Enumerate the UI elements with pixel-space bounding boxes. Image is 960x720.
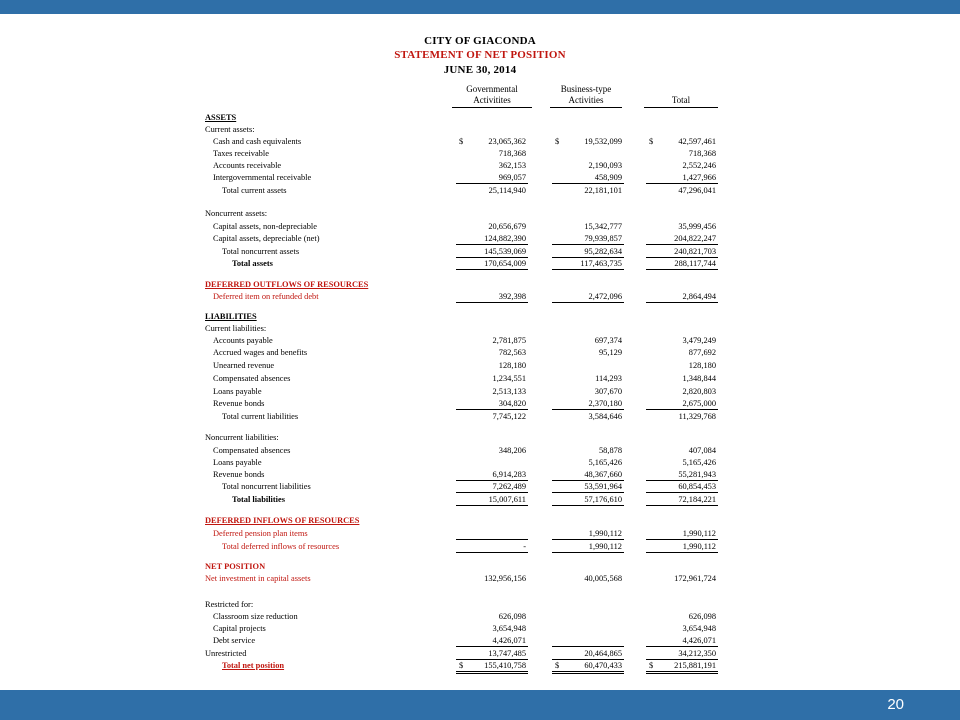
underline-rule [552, 492, 624, 493]
cell-tot: 128,180 [688, 361, 716, 370]
cell-bus: 57,176,610 [584, 495, 622, 504]
cell-bus: 22,181,101 [584, 186, 622, 195]
table-row [0, 148, 960, 160]
row-label-deferred-pension-plan-items: Deferred pension plan items [213, 529, 308, 538]
cell-gov: 2,513,133 [492, 387, 526, 396]
table-row [0, 279, 960, 291]
cell-tot: 4,426,071 [682, 636, 716, 645]
statement-title: STATEMENT OF NET POSITION [394, 49, 566, 61]
row-label-total-assets: Total assets [232, 259, 273, 268]
dollar-sign: $ [555, 137, 560, 146]
underline-rule [646, 505, 718, 506]
cell-bus: 40,005,568 [584, 574, 622, 583]
cell-bus: 114,293 [595, 374, 622, 383]
row-label-noncurrent-assets: Noncurrent assets: [205, 209, 268, 218]
cell-tot: 1,427,966 [682, 173, 716, 182]
cell-bus: 48,367,660 [584, 470, 622, 479]
row-label-total-current-assets: Total current assets [222, 186, 287, 195]
cell-gov: 3,654,948 [492, 624, 526, 633]
underline-rule [552, 505, 624, 506]
cell-gov: 23,065,362 [488, 137, 526, 146]
cell-tot: 288,117,744 [674, 259, 716, 268]
row-label-total-liabilities: Total liabilities [232, 495, 285, 504]
underline-rule [552, 302, 624, 303]
table-row [0, 623, 960, 635]
cell-bus: 20,464,865 [584, 649, 622, 658]
cell-bus: 2,190,093 [588, 161, 622, 170]
table-row [0, 411, 960, 423]
table-row [0, 599, 960, 611]
table-row [0, 347, 960, 359]
statement-date: JUNE 30, 2014 [443, 64, 517, 76]
business-type-column-header [550, 84, 622, 108]
row-label-cash-and-cash-equivalents: Cash and cash equivalents [213, 137, 302, 146]
double-underline-rule [456, 671, 528, 674]
double-underline-rule [552, 671, 624, 674]
cell-tot: 2,820,803 [682, 387, 716, 396]
cell-gov: - [523, 542, 526, 551]
row-label-loans-payable: Loans payable [213, 387, 262, 396]
dollar-sign: $ [459, 137, 464, 146]
cell-gov: 362,153 [498, 161, 526, 170]
cell-gov: 124,882,390 [484, 234, 526, 243]
cell-tot: 11,329,768 [678, 412, 716, 421]
underline-rule [456, 269, 528, 270]
cell-gov: 782,563 [498, 348, 526, 357]
cell-tot: 1,348,844 [682, 374, 716, 383]
cell-bus: 307,670 [594, 387, 622, 396]
table-row [0, 291, 960, 303]
cell-gov: 7,745,122 [492, 412, 526, 421]
cell-tot: 240,821,703 [674, 247, 716, 256]
table-row [0, 528, 960, 540]
underline-rule [456, 244, 528, 245]
cell-tot: 2,864,494 [682, 292, 716, 301]
cell-bus: 58,878 [598, 446, 622, 455]
cell-gov: 13,747,485 [488, 649, 526, 658]
row-label-taxes-receivable: Taxes receivable [213, 149, 269, 158]
cell-bus: 95,282,634 [584, 247, 622, 256]
row-label-intergovernmental-receivable: Intergovernmental receivable [213, 173, 312, 182]
row-label-deferred-item-on-refunded-debt: Deferred item on refunded debt [213, 292, 319, 301]
row-label-compensated-absences: Compensated absences [213, 446, 291, 455]
row-label-net-investment-in-capital-assets: Net investment in capital assets [205, 574, 311, 583]
cell-gov: 718,368 [498, 149, 526, 158]
cell-bus: 19,532,099 [584, 137, 622, 146]
table-row [0, 469, 960, 481]
row-label-net-position: NET POSITION [205, 562, 266, 571]
table-row [0, 258, 960, 270]
row-label-total-noncurrent-liabilities: Total noncurrent liabilities [222, 482, 311, 491]
cell-gov: 304,820 [498, 399, 526, 408]
cell-bus: 79,939,857 [584, 234, 622, 243]
governmental-header-line2: Activitites [452, 95, 532, 108]
cell-tot: 877,692 [688, 348, 716, 357]
row-label-revenue-bonds: Revenue bonds [213, 470, 265, 479]
cell-tot: 2,552,246 [682, 161, 716, 170]
row-label-loans-payable: Loans payable [213, 458, 262, 467]
table-row [0, 246, 960, 258]
dollar-sign: $ [649, 661, 654, 670]
cell-gov: 145,539,069 [484, 247, 526, 256]
table-row [0, 185, 960, 197]
underline-rule [646, 269, 718, 270]
underline-rule [456, 539, 528, 540]
underline-rule [552, 269, 624, 270]
row-label-deferred-outflows-of-resources: DEFERRED OUTFLOWS OF RESOURCES [205, 280, 369, 289]
dollar-sign: $ [649, 137, 654, 146]
row-label-accrued-wages-and-benefits: Accrued wages and benefits [213, 348, 308, 357]
table-row [0, 432, 960, 444]
row-label-restricted-for: Restricted for: [205, 600, 254, 609]
cell-gov: 20,656,679 [488, 222, 526, 231]
row-label-capital-projects: Capital projects [213, 624, 266, 633]
cell-tot: 34,212,350 [678, 649, 716, 658]
cell-gov: 348,206 [498, 446, 526, 455]
cell-tot: 47,296,041 [678, 186, 716, 195]
table-row [0, 494, 960, 506]
cell-gov: 392,398 [498, 292, 526, 301]
row-label-liabilities: LIABILITIES [205, 312, 257, 321]
underline-rule [552, 244, 624, 245]
row-label-noncurrent-liabilities: Noncurrent liabilities: [205, 433, 279, 442]
cell-bus: 1,990,112 [588, 542, 622, 551]
row-label-total-current-liabilities: Total current liabilities [222, 412, 299, 421]
row-label-total-noncurrent-assets: Total noncurrent assets [222, 247, 300, 256]
underline-rule [552, 409, 624, 410]
table-row [0, 561, 960, 573]
table-row [0, 323, 960, 335]
cell-bus: 2,370,180 [588, 399, 622, 408]
underline-rule [456, 302, 528, 303]
row-label-unearned-revenue: Unearned revenue [213, 361, 275, 370]
table-row [0, 136, 960, 148]
cell-gov: 4,426,071 [492, 636, 526, 645]
governmental-column-header [452, 84, 532, 108]
table-row [0, 233, 960, 245]
double-underline-rule [646, 671, 718, 674]
cell-gov: 132,956,156 [484, 574, 526, 583]
cell-bus: 53,591,964 [584, 482, 622, 491]
total-column-header [644, 84, 718, 108]
row-label-assets: ASSETS [205, 113, 237, 122]
cell-tot: 172,961,724 [674, 574, 716, 583]
cell-bus: 697,374 [594, 336, 622, 345]
row-label-deferred-inflows-of-resources: DEFERRED INFLOWS OF RESOURCES [205, 516, 360, 525]
row-label-accounts-receivable: Accounts receivable [213, 161, 282, 170]
underline-rule [646, 659, 718, 660]
underline-rule [456, 492, 528, 493]
underline-rule [456, 552, 528, 553]
cell-tot: 72,184,221 [678, 495, 716, 504]
table-row [0, 311, 960, 323]
row-label-total-net-position: Total net position [222, 661, 285, 670]
dollar-sign: $ [555, 661, 560, 670]
cell-tot: 42,597,461 [678, 137, 716, 146]
row-label-current-assets: Current assets: [205, 125, 255, 134]
business-type-header-line1: Business-type [560, 84, 612, 94]
row-label-total-deferred-inflows-of-resources: Total deferred inflows of resources [222, 542, 340, 551]
cell-tot: 55,281,943 [678, 470, 716, 479]
cell-tot: 204,822,247 [674, 234, 716, 243]
cell-gov: 128,180 [498, 361, 526, 370]
cell-tot: 60,854,453 [678, 482, 716, 491]
underline-rule [646, 552, 718, 553]
cell-gov: 15,007,611 [488, 495, 526, 504]
table-row [0, 208, 960, 220]
cell-tot: 626,098 [688, 612, 716, 621]
dollar-sign: $ [459, 661, 464, 670]
table-row [0, 221, 960, 233]
underline-rule [456, 183, 528, 184]
cell-tot: 718,368 [688, 149, 716, 158]
underline-rule [646, 409, 718, 410]
table-row [0, 124, 960, 136]
cell-tot: 1,990,112 [682, 529, 716, 538]
cell-tot: 3,654,948 [682, 624, 716, 633]
row-label-classroom-size-reduction: Classroom size reduction [213, 612, 298, 621]
table-row [0, 398, 960, 410]
underline-rule [646, 244, 718, 245]
cell-gov: 25,114,940 [488, 186, 526, 195]
cell-gov: 1,234,551 [492, 374, 526, 383]
cell-bus: 1,990,112 [588, 529, 622, 538]
underline-rule [646, 183, 718, 184]
underline-rule [552, 646, 624, 647]
cell-gov: 626,098 [498, 612, 526, 621]
row-label-current-liabilities: Current liabilities: [205, 324, 267, 333]
cell-bus: 2,472,096 [588, 292, 622, 301]
row-label-capital-assets-non-depreciable: Capital assets, non-depreciable [213, 222, 317, 231]
table-row [0, 541, 960, 553]
cell-gov: 170,654,009 [484, 259, 526, 268]
cell-gov: 6,914,283 [492, 470, 526, 479]
cell-tot: 1,990,112 [682, 542, 716, 551]
table-row [0, 172, 960, 184]
underline-rule [456, 409, 528, 410]
underline-rule [646, 539, 718, 540]
row-label-revenue-bonds: Revenue bonds [213, 399, 265, 408]
governmental-header-line1: Governmental [466, 84, 518, 94]
table-row [0, 573, 960, 585]
cell-bus: 3,584,646 [588, 412, 622, 421]
underline-rule [456, 505, 528, 506]
row-label-debt-service: Debt service [213, 636, 256, 645]
underline-rule [646, 302, 718, 303]
table-row [0, 457, 960, 469]
underline-rule [456, 659, 528, 660]
cell-bus: 95,129 [598, 348, 622, 357]
row-label-unrestricted: Unrestricted [205, 649, 247, 658]
cell-tot: 35,999,456 [678, 222, 716, 231]
cell-bus: 60,470,433 [584, 661, 622, 670]
cell-gov: 969,057 [498, 173, 526, 182]
underline-rule [552, 552, 624, 553]
top-accent-bar [0, 0, 960, 14]
cell-bus: 5,165,426 [588, 458, 622, 467]
cell-tot: 5,165,426 [682, 458, 716, 467]
business-type-header-line2: Activities [550, 95, 622, 108]
table-row [0, 112, 960, 124]
cell-bus: 15,342,777 [584, 222, 622, 231]
table-row [0, 360, 960, 372]
cell-tot: 215,881,191 [674, 661, 716, 670]
underline-rule [456, 646, 528, 647]
underline-rule [552, 183, 624, 184]
table-row [0, 445, 960, 457]
row-label-capital-assets-depreciable-net: Capital assets, depreciable (net) [213, 234, 320, 243]
cell-tot: 2,675,000 [682, 399, 716, 408]
table-row [0, 635, 960, 647]
cell-gov: 155,410,758 [484, 661, 526, 670]
underline-rule [646, 646, 718, 647]
underline-rule [552, 539, 624, 540]
table-row [0, 373, 960, 385]
cell-tot: 3,479,249 [682, 336, 716, 345]
underline-rule [552, 659, 624, 660]
city-name: CITY OF GIACONDA [424, 35, 536, 47]
row-label-compensated-absences: Compensated absences [213, 374, 291, 383]
bottom-accent-bar [0, 690, 960, 720]
underline-rule [646, 492, 718, 493]
table-row [0, 515, 960, 527]
table-row [0, 335, 960, 347]
row-label-accounts-payable: Accounts payable [213, 336, 273, 345]
table-row [0, 611, 960, 623]
table-row [0, 160, 960, 172]
table-row [0, 386, 960, 398]
cell-bus: 458,909 [594, 173, 622, 182]
total-header-label: Total [644, 95, 718, 108]
cell-bus: 117,463,735 [580, 259, 622, 268]
page-number: 20 [887, 696, 904, 713]
cell-tot: 407,084 [688, 446, 716, 455]
cell-gov: 7,262,489 [492, 482, 526, 491]
table-row [0, 481, 960, 493]
cell-gov: 2,781,875 [492, 336, 526, 345]
table-row [0, 660, 960, 672]
